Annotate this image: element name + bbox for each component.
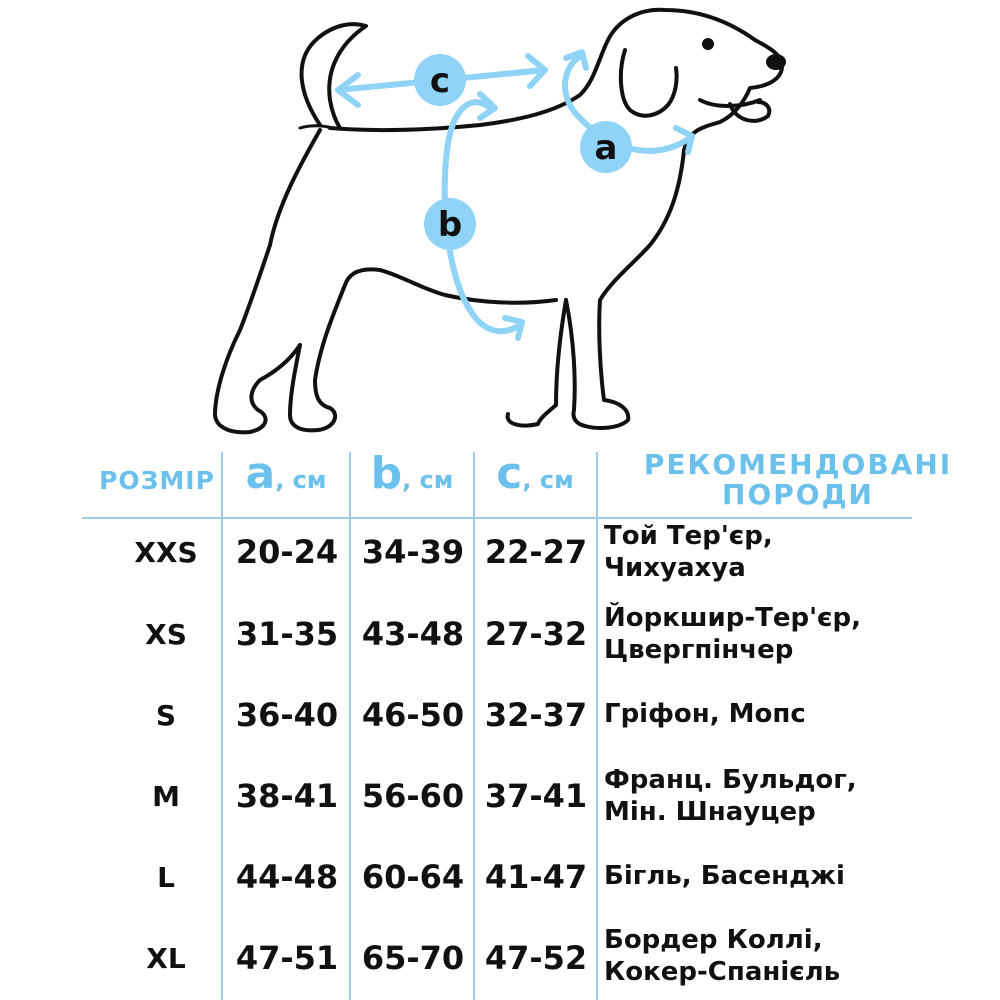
row-c-value: 32-37 — [484, 696, 588, 734]
header-a: a, см — [245, 448, 327, 499]
header-size: РОЗМІР — [99, 466, 215, 495]
row-b-value: 56-60 — [361, 777, 465, 815]
row-c-value: 27-32 — [484, 615, 588, 653]
header-c: c, см — [496, 448, 574, 499]
row-a-value: 36-40 — [235, 696, 339, 734]
svg-text:c: c — [429, 61, 451, 101]
header-b: b, см — [370, 448, 454, 499]
row-c-value: 41-47 — [484, 858, 588, 896]
header-divider — [82, 517, 912, 519]
row-size: M — [152, 780, 180, 813]
row-breeds: Бігль, Басенджі — [604, 861, 845, 891]
row-b-value: 65-70 — [361, 939, 465, 977]
row-b-value: 43-48 — [361, 615, 465, 653]
row-b-value: 60-64 — [361, 858, 465, 896]
measurement-arrows — [338, 52, 692, 338]
row-b-value: 46-50 — [361, 696, 465, 734]
row-breeds: Франц. Бульдог, Мін. Шнауцер — [604, 765, 857, 827]
label-circle-a — [580, 121, 632, 173]
row-a-value: 38-41 — [235, 777, 339, 815]
row-a-value: 20-24 — [235, 533, 339, 571]
row-breeds: Йоркшир-Тер'єр, Цвергпінчер — [604, 603, 861, 665]
row-size: XXS — [134, 536, 198, 569]
row-breeds: Бордер Коллі, Кокер-Спанієль — [604, 925, 841, 987]
row-breeds: Той Тер'єр, Чихуахуа — [604, 521, 773, 583]
svg-text:b: b — [437, 205, 463, 245]
row-size: XS — [145, 618, 187, 651]
row-c-value: 37-41 — [484, 777, 588, 815]
dog-measurement-diagram — [0, 0, 1000, 450]
row-c-value: 47-52 — [484, 939, 588, 977]
header-breeds: РЕКОМЕНДОВАНІ ПОРОДИ — [643, 448, 953, 511]
svg-text:a: a — [594, 128, 618, 168]
row-size: L — [157, 861, 175, 894]
label-circle-b — [424, 198, 476, 250]
row-size: XL — [146, 942, 186, 975]
row-b-value: 34-39 — [361, 533, 465, 571]
label-circle-c — [414, 54, 466, 106]
row-a-value: 47-51 — [235, 939, 339, 977]
row-size: S — [155, 699, 177, 732]
row-c-value: 22-27 — [484, 533, 588, 571]
row-a-value: 31-35 — [235, 615, 339, 653]
row-a-value: 44-48 — [235, 858, 339, 896]
row-breeds: Гріфон, Мопс — [604, 699, 806, 729]
